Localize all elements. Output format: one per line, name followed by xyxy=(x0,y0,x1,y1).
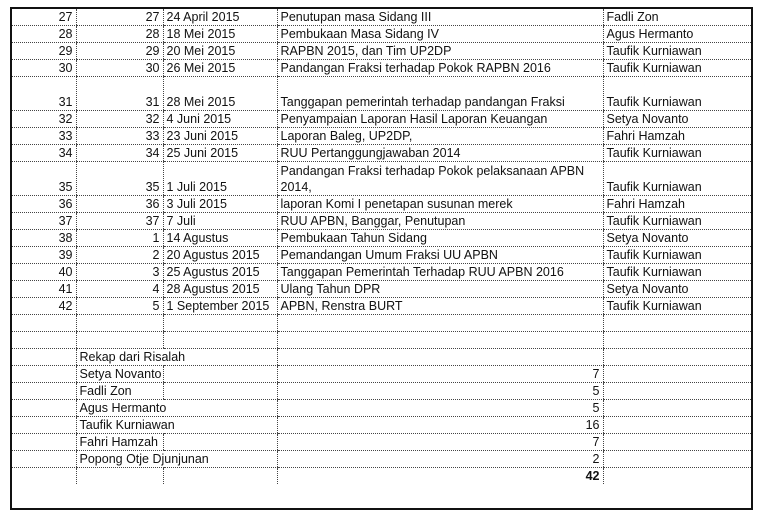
row-number-cell[interactable]: 27 xyxy=(12,9,76,26)
empty-cell[interactable] xyxy=(603,451,751,468)
date-cell[interactable]: 28 Agustus 2015 xyxy=(163,281,277,298)
sequence-cell[interactable]: 37 xyxy=(76,213,163,230)
recap-name-cell[interactable]: Fahri Hamzah xyxy=(76,434,163,451)
spreadsheet-table xyxy=(10,7,753,510)
agenda-cell[interactable]: Penyampaian Laporan Hasil Laporan Keuangan xyxy=(277,111,603,128)
date-cell[interactable]: 25 Agustus 2015 xyxy=(163,264,277,281)
row-number-cell[interactable]: 32 xyxy=(12,111,76,128)
leader-cell[interactable]: Agus Hermanto xyxy=(603,26,751,43)
leader-cell[interactable]: Fadli Zon xyxy=(603,9,751,26)
empty-cell[interactable] xyxy=(603,400,751,417)
leader-cell[interactable]: Taufik Kurniawan xyxy=(603,77,751,111)
sequence-cell[interactable]: 30 xyxy=(76,60,163,77)
empty-cell[interactable] xyxy=(603,468,751,485)
date-cell[interactable]: 24 April 2015 xyxy=(163,9,277,26)
empty-cell[interactable] xyxy=(163,434,277,451)
row-number-cell[interactable]: 34 xyxy=(12,145,76,162)
leader-cell[interactable]: Taufik Kurniawan xyxy=(603,60,751,77)
sequence-cell[interactable]: 36 xyxy=(76,196,163,213)
recap-name-cell[interactable]: Popong Otje Djunjunan xyxy=(76,451,163,468)
leader-cell[interactable]: Taufik Kurniawan xyxy=(603,247,751,264)
sequence-cell[interactable]: 4 xyxy=(76,281,163,298)
empty-cell[interactable] xyxy=(76,315,163,332)
table-row xyxy=(12,281,751,298)
sequence-cell[interactable]: 34 xyxy=(76,145,163,162)
recap-name-cell[interactable]: Fadli Zon xyxy=(76,383,163,400)
recap-count-cell[interactable]: 5 xyxy=(277,383,603,400)
recap-row xyxy=(12,400,751,417)
empty-cell[interactable] xyxy=(163,383,277,400)
date-cell[interactable]: 20 Agustus 2015 xyxy=(163,247,277,264)
sequence-cell[interactable]: 5 xyxy=(76,298,163,315)
row-number-cell[interactable]: 28 xyxy=(12,26,76,43)
empty-row xyxy=(12,332,751,349)
date-cell[interactable]: 3 Juli 2015 xyxy=(163,196,277,213)
empty-cell[interactable] xyxy=(603,383,751,400)
empty-cell[interactable] xyxy=(277,349,603,366)
agenda-cell[interactable]: RAPBN 2015, dan Tim UP2DP xyxy=(277,43,603,60)
empty-cell[interactable] xyxy=(603,366,751,383)
recap-total-row xyxy=(12,468,751,485)
recap-name-cell[interactable]: Taufik Kurniawan xyxy=(76,417,163,434)
table-row xyxy=(12,9,751,26)
agenda-cell[interactable]: Pembukaan Masa Sidang IV xyxy=(277,26,603,43)
date-cell[interactable]: 28 Mei 2015 xyxy=(163,77,277,111)
agenda-cell[interactable]: Pembukaan Tahun Sidang xyxy=(277,230,603,247)
table-row xyxy=(12,26,751,43)
row-number-cell[interactable]: 42 xyxy=(12,298,76,315)
empty-cell[interactable] xyxy=(76,332,163,349)
empty-cell[interactable] xyxy=(603,434,751,451)
table-row xyxy=(12,162,751,196)
row-number-cell[interactable]: 41 xyxy=(12,281,76,298)
row-number-cell[interactable]: 39 xyxy=(12,247,76,264)
agenda-cell[interactable]: Pemandangan Umum Fraksi UU APBN xyxy=(277,247,603,264)
sequence-cell[interactable]: 3 xyxy=(76,264,163,281)
recap-count-cell[interactable]: 7 xyxy=(277,434,603,451)
date-cell[interactable]: 25 Juni 2015 xyxy=(163,145,277,162)
empty-cell[interactable] xyxy=(12,383,76,400)
leader-cell[interactable]: Taufik Kurniawan xyxy=(603,145,751,162)
recap-row xyxy=(12,417,751,434)
empty-cell[interactable] xyxy=(163,400,277,417)
leader-cell[interactable]: Setya Novanto xyxy=(603,281,751,298)
leader-cell[interactable]: Taufik Kurniawan xyxy=(603,162,751,196)
leader-cell[interactable]: Taufik Kurniawan xyxy=(603,213,751,230)
empty-cell[interactable] xyxy=(603,332,751,349)
leader-cell[interactable]: Setya Novanto xyxy=(603,230,751,247)
plenary-session-table xyxy=(12,9,751,484)
leader-cell[interactable]: Fahri Hamzah xyxy=(603,128,751,145)
recap-row xyxy=(12,451,751,468)
empty-cell[interactable] xyxy=(603,417,751,434)
row-number-cell[interactable]: 30 xyxy=(12,60,76,77)
empty-cell[interactable] xyxy=(12,366,76,383)
table-row xyxy=(12,298,751,315)
empty-cell[interactable] xyxy=(163,468,277,485)
date-cell[interactable]: 26 Mei 2015 xyxy=(163,60,277,77)
row-number-cell[interactable]: 33 xyxy=(12,128,76,145)
table-row xyxy=(12,264,751,281)
agenda-cell[interactable]: laporan Komi I penetapan susunan merek xyxy=(277,196,603,213)
empty-cell[interactable] xyxy=(12,468,76,485)
date-cell[interactable]: 14 Agustus xyxy=(163,230,277,247)
empty-cell[interactable] xyxy=(603,315,751,332)
agenda-cell[interactable]: RUU Pertanggungjawaban 2014 xyxy=(277,145,603,162)
recap-count-cell[interactable]: 5 xyxy=(277,400,603,417)
recap-count-cell[interactable]: 16 xyxy=(277,417,603,434)
empty-cell[interactable] xyxy=(163,315,277,332)
table-row xyxy=(12,213,751,230)
recap-name-cell[interactable]: Agus Hermanto xyxy=(76,400,163,417)
agenda-cell[interactable]: Laporan Baleg, UP2DP, xyxy=(277,128,603,145)
table-row xyxy=(12,247,751,264)
sequence-cell[interactable]: 33 xyxy=(76,128,163,145)
row-number-cell[interactable]: 36 xyxy=(12,196,76,213)
empty-cell[interactable] xyxy=(12,417,76,434)
sequence-cell[interactable]: 28 xyxy=(76,26,163,43)
sequence-cell[interactable]: 29 xyxy=(76,43,163,60)
table-row xyxy=(12,230,751,247)
recap-count-cell[interactable]: 7 xyxy=(277,366,603,383)
empty-cell[interactable] xyxy=(163,332,277,349)
sequence-cell[interactable]: 2 xyxy=(76,247,163,264)
agenda-cell[interactable]: APBN, Renstra BURT xyxy=(277,298,603,315)
table-row xyxy=(12,196,751,213)
table-row xyxy=(12,77,751,111)
recap-row xyxy=(12,434,751,451)
table-row xyxy=(12,60,751,77)
row-number-cell[interactable]: 38 xyxy=(12,230,76,247)
leader-cell[interactable]: Taufik Kurniawan xyxy=(603,264,751,281)
recap-total-cell[interactable]: 42 xyxy=(277,468,603,485)
empty-cell[interactable] xyxy=(12,349,76,366)
row-number-cell[interactable]: 35 xyxy=(12,162,76,196)
agenda-cell[interactable]: Tanggapan pemerintah terhadap pandangan Fraksi xyxy=(277,77,603,111)
table-row xyxy=(12,145,751,162)
empty-cell[interactable] xyxy=(163,366,277,383)
date-cell[interactable]: 18 Mei 2015 xyxy=(163,26,277,43)
sequence-cell[interactable]: 27 xyxy=(76,9,163,26)
empty-cell[interactable] xyxy=(277,315,603,332)
leader-cell[interactable]: Taufik Kurniawan xyxy=(603,43,751,60)
agenda-cell[interactable]: Pandangan Fraksi terhadap Pokok RAPBN 2016 xyxy=(277,60,603,77)
empty-cell[interactable] xyxy=(12,332,76,349)
sequence-cell[interactable]: 1 xyxy=(76,230,163,247)
table-row xyxy=(12,43,751,60)
recap-title[interactable]: Rekap dari Risalah xyxy=(76,349,163,366)
agenda-cell[interactable]: Tanggapan Pemerintah Terhadap RUU APBN 2016 xyxy=(277,264,603,281)
empty-row xyxy=(12,315,751,332)
empty-cell[interactable] xyxy=(163,417,277,434)
empty-cell[interactable] xyxy=(277,332,603,349)
empty-cell[interactable] xyxy=(12,315,76,332)
empty-cell[interactable] xyxy=(12,400,76,417)
leader-cell[interactable]: Taufik Kurniawan xyxy=(603,298,751,315)
date-cell[interactable]: 4 Juni 2015 xyxy=(163,111,277,128)
date-cell[interactable]: 20 Mei 2015 xyxy=(163,43,277,60)
recap-row xyxy=(12,383,751,400)
date-cell[interactable]: 1 September 2015 xyxy=(163,298,277,315)
recap-title-row xyxy=(12,349,751,366)
row-number-cell[interactable]: 31 xyxy=(12,77,76,111)
recap-count-cell[interactable]: 2 xyxy=(277,451,603,468)
date-cell[interactable]: 23 Juni 2015 xyxy=(163,128,277,145)
table-row xyxy=(12,111,751,128)
sequence-cell[interactable]: 31 xyxy=(76,77,163,111)
date-cell[interactable]: 1 Juli 2015 xyxy=(163,162,277,196)
agenda-cell[interactable]: Ulang Tahun DPR xyxy=(277,281,603,298)
empty-cell[interactable] xyxy=(12,434,76,451)
row-number-cell[interactable]: 29 xyxy=(12,43,76,60)
agenda-cell[interactable]: Penutupan masa Sidang III xyxy=(277,9,603,26)
empty-cell[interactable] xyxy=(603,349,751,366)
sequence-cell[interactable]: 32 xyxy=(76,111,163,128)
empty-cell[interactable] xyxy=(76,468,163,485)
leader-cell[interactable]: Setya Novanto xyxy=(603,111,751,128)
leader-cell[interactable]: Fahri Hamzah xyxy=(603,196,751,213)
row-number-cell[interactable]: 40 xyxy=(12,264,76,281)
table-row xyxy=(12,128,751,145)
row-number-cell[interactable]: 37 xyxy=(12,213,76,230)
date-cell[interactable]: 7 Juli xyxy=(163,213,277,230)
agenda-cell[interactable]: Pandangan Fraksi terhadap Pokok pelaksanaan APBN 2014, xyxy=(277,162,603,196)
recap-row xyxy=(12,366,751,383)
sequence-cell[interactable]: 35 xyxy=(76,162,163,196)
empty-cell[interactable] xyxy=(12,451,76,468)
agenda-cell[interactable]: RUU APBN, Banggar, Penutupan xyxy=(277,213,603,230)
recap-name-cell[interactable]: Setya Novanto xyxy=(76,366,163,383)
